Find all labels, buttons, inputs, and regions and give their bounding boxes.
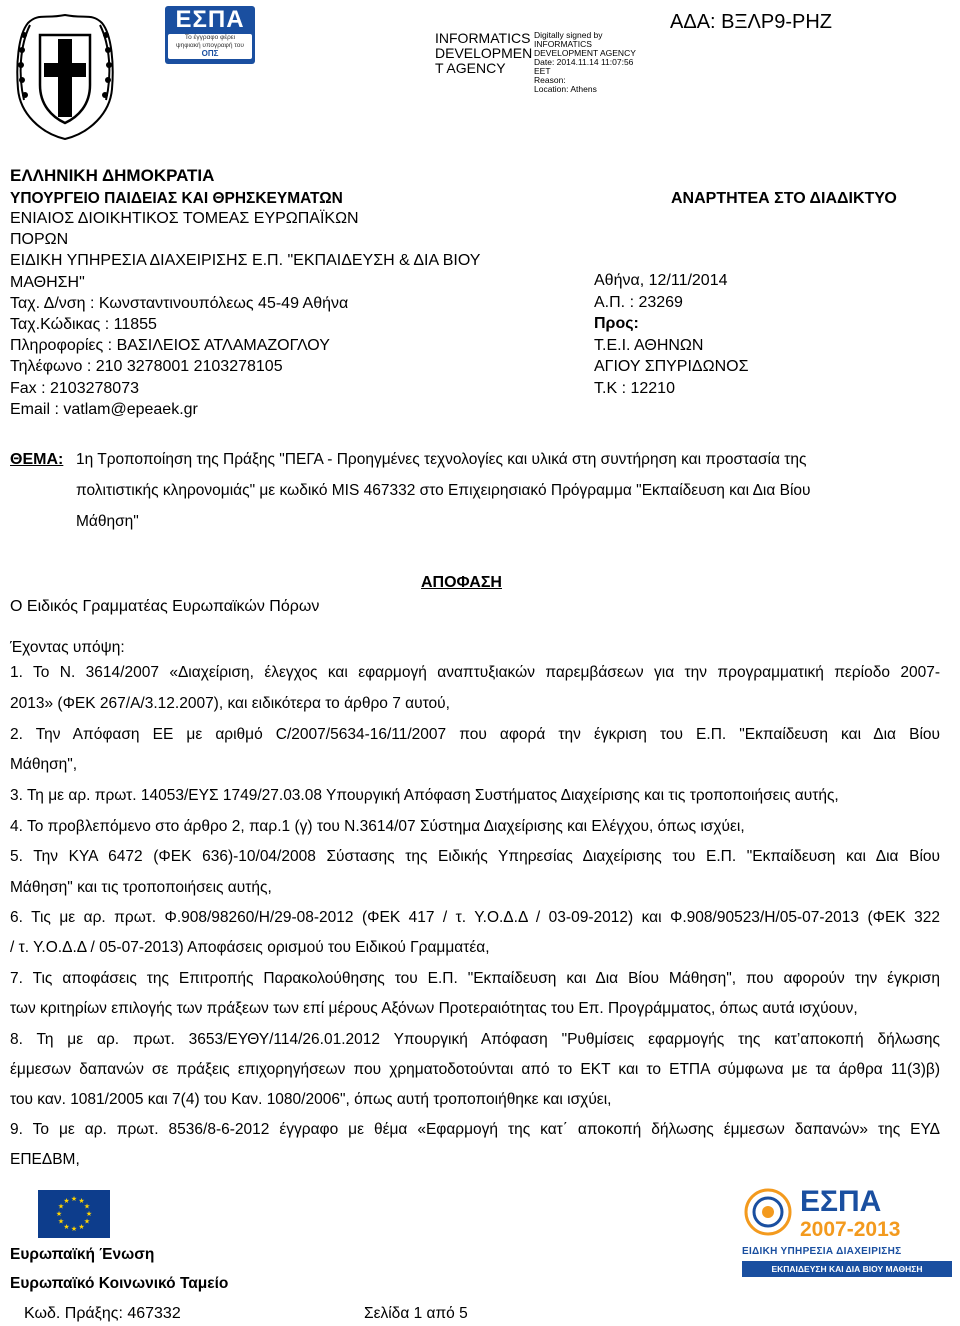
header-line: ΕΝΙΑΙΟΣ ΔΙΟΙΚΗΤΙΚΟΣ ΤΟΜΕΑΣ ΕΥΡΩΠΑΪΚΩΝ <box>10 210 359 227</box>
signature-detail: Location: Athens <box>534 84 597 94</box>
espa-bottom-bar: ΕΚΠΑΙΔΕΥΣΗ ΚΑΙ ΔΙΑ ΒΙΟΥ ΜΑΘΗΣΗ <box>742 1261 952 1277</box>
recipient-line: Τ.Κ : 12210 <box>594 379 675 397</box>
body-line: 6. Τις με αρ. πρωτ. Φ.908/98260/Η/29-08-2012 (ΦΕΚ 417 / τ. Υ.Ο.Δ.Δ / 03-09-2012) και Φ.908/90523/Η/05-07-2013 (ΦΕΚ 322 <box>10 909 940 926</box>
page-number: Σελίδα 1 από 5 <box>364 1305 468 1322</box>
espa-logo-bottom <box>742 1186 952 1286</box>
subject-line: 1η Τροποποίηση της Πράξης "ΠΕΓΑ - Προηγμένες τεχνολογίες και υλικά στη συντήρηση και προστασία της <box>76 451 807 468</box>
header-line: ΠΟΡΩΝ <box>10 231 69 249</box>
header-line: Τηλέφωνο : 210 3278001 2103278105 <box>10 358 283 376</box>
subject-line: πολιτιστικής κληρονομιάς" με κωδικό MIS 467332 στο Επιχειρησιακό Πρόγραμμα "Εκπαίδευση και Δια Βίου <box>76 482 811 499</box>
signature-org-line: DEVELOPMEN <box>435 45 533 61</box>
recipient-line: ΑΓΙΟΥ ΣΠΥΡΙΔΩΝΟΣ <box>594 358 749 375</box>
body-line: του καν. 1081/2005 και 7(4) του Καν. 1080/2006", όπως αυτή τροποποιήθηκε και ισχύει, <box>10 1091 612 1108</box>
svg-text:★: ★ <box>70 1195 78 1203</box>
body-line: 1. Το Ν. 3614/2007 «Διαχείριση, έλεγχος και εφαρμογή αναπτυξιακών παρεμβάσεων για την προγραμματική περίοδο 2007- <box>10 664 940 681</box>
svg-text:★: ★ <box>83 1217 91 1226</box>
svg-text:★: ★ <box>85 1210 93 1218</box>
eu-union-label: Ευρωπαϊκή Ένωση <box>10 1246 155 1263</box>
signature-detail: Digitally signed by <box>534 30 603 40</box>
svg-text:★: ★ <box>63 1223 70 1231</box>
espa-logo-subtitle-1: Το έγγραφο φέρει <box>184 34 236 41</box>
ministry-title: ΥΠΟΥΡΓΕΙΟ ΠΑΙΔΕΙΑΣ ΚΑΙ ΘΡΗΣΚΕΥΜΑΤΩΝ <box>10 190 343 207</box>
body-line: 2. Την Απόφαση ΕΕ με αριθμό C/2007/5634-16/11/2007 που αφορά την έγκριση του Ε.Π. "Εκπαίδευση και Δια Βίου <box>10 726 940 743</box>
digital-signature-org <box>435 31 532 76</box>
body-line: ΕΠΕΔΒΜ, <box>10 1151 80 1168</box>
header-line: Fax : 2103278073 <box>10 379 139 397</box>
recipient-line: Τ.Ε.Ι. ΑΘΗΝΩΝ <box>594 336 704 354</box>
posting-notice: ΑΝΑΡΤΗΤΕΑ ΣΤΟ ΔΙΑΔΙΚΤΥΟ <box>671 190 897 207</box>
body-line: / τ. Υ.Ο.Δ.Δ / 05-07-2013) Αποφάσεις ορισμού του Ειδικού Γραμματέα, <box>10 939 490 956</box>
body-line: έμμεσων δαπανών σε πράξεις επιχορηγήσεων που χρηματοδοτούνται από το ΕΚΤ και το ΕΤΠΑ σύμφωνα με τα άρθρα 11(3)β) <box>10 1061 940 1078</box>
signature-detail: DEVELOPMENT AGENCY <box>534 48 636 58</box>
body-line: 7. Τις αποφάσεις της Επιτροπής Παρακολούθησης του Ε.Π. "Εκπαίδευση και Δια Βίου Μάθηση", που αφορούν την έγκριση <box>10 970 940 987</box>
republic-title: ΕΛΛΗΝΙΚΗ ΔΗΜΟΚΡΑΤΙΑ <box>10 166 215 185</box>
project-code: Κωδ. Πράξης: 467332 <box>24 1305 181 1322</box>
espa-logo-title: ΕΣΠΑ <box>175 6 245 33</box>
coat-of-arms-logo <box>10 5 120 145</box>
svg-text:★: ★ <box>63 1197 70 1205</box>
issuing-authority-block <box>10 208 480 420</box>
signature-detail: Reason: <box>534 75 566 85</box>
header-line: Email : vatlam@epeaek.gr <box>10 400 198 418</box>
svg-text:★: ★ <box>55 1210 63 1218</box>
protocol-number: Α.Π. : 23269 <box>594 293 683 311</box>
signature-detail: Date: 2014.11.14 11:07:56 <box>534 57 634 67</box>
date-line: Αθήνα, 12/11/2014 <box>594 272 728 289</box>
svg-text:★: ★ <box>57 1202 65 1211</box>
secretary-line: Ο Ειδικός Γραμματέας Ευρωπαϊκών Πόρων <box>10 598 320 615</box>
svg-text:★: ★ <box>70 1225 78 1233</box>
signature-org-line: T AGENCY <box>435 60 506 76</box>
body-line: των κριτηρίων επιλογής των πράξεων των επί μέρους Αξόνων Προτεραιότητας του Επ. Προγράμματος, όπως αυτά ισχύουν, <box>10 1000 858 1017</box>
espa-bottom-tagline: ΕΙΔΙΚΗ ΥΠΗΡΕΣΙΑ ΔΙΑΧΕΙΡΙΣΗΣ <box>742 1246 902 1257</box>
body-line: 5. Την ΚΥΑ 6472 (ΦΕΚ 636)-10/04/2008 Σύστασης της Ειδικής Υπηρεσίας Διαχείρισης του Ε.Π. "Εκπαίδευση και Δια Βίου <box>10 848 940 865</box>
espa-logo-top <box>165 6 255 64</box>
recipient-block <box>594 270 748 399</box>
body-line: 9. Το με αρ. πρωτ. 8536/8-6-2012 έγγραφο με θέμα «Εφαρμογή της κατ΄ αποκοπή δήλωσης έμμεσων δαπανών» της ΕΥΔ <box>10 1121 940 1138</box>
subject-line: Μάθηση" <box>76 513 139 530</box>
espa-bottom-title: ΕΣΠΑ <box>800 1185 882 1218</box>
espa-logo-subtitle-3: ΟΠΣ <box>201 49 219 58</box>
to-label: Προς: <box>594 315 639 332</box>
body-line: 4. Το προβλεπόμενο στο άρθρο 2, παρ.1 (γ) του Ν.3614/07 Σύστημα Διαχείρισης και Ελέγχου, όπως ισχύει, <box>10 818 745 835</box>
esf-label: Ευρωπαϊκό Κοινωνικό Ταμείο <box>10 1275 229 1292</box>
signature-detail: EET <box>534 66 551 76</box>
subject-label: ΘΕΜΑ: <box>10 451 64 468</box>
header-line: Ταχ.Κώδικας : 11855 <box>10 316 157 334</box>
digital-signature-details <box>534 31 636 94</box>
considering-label: Έχοντας υπόψη: <box>10 639 125 656</box>
svg-text:★: ★ <box>83 1202 91 1211</box>
svg-text:★: ★ <box>78 1223 85 1231</box>
espa-bottom-years: 2007-2013 <box>800 1218 901 1241</box>
svg-text:★: ★ <box>78 1197 85 1205</box>
header-line: Πληροφορίες : ΒΑΣΙΛΕΙΟΣ ΑΤΛΑΜΑΖΟΓΛΟΥ <box>10 337 330 355</box>
svg-text:★: ★ <box>57 1217 65 1226</box>
header-line: ΜΑΘΗΣΗ" <box>10 273 85 291</box>
header-line: Ταχ. Δ/νση : Κωνσταντινουπόλεως 45-49 Αθήνα <box>10 294 349 312</box>
decision-title: ΑΠΟΦΑΣΗ <box>421 574 502 591</box>
body-line: 2013» (ΦΕΚ 267/Α/3.12.2007), και ειδικότερα το άρθρο 7 αυτού, <box>10 695 450 712</box>
eu-flag-logo <box>38 1190 110 1238</box>
body-line: Μάθηση" και τις τροποποιήσεις αυτής, <box>10 879 272 896</box>
signature-org-line: INFORMATICS <box>435 30 531 46</box>
body-line: Μάθηση", <box>10 756 78 773</box>
body-line: 3. Τη με αρ. πρωτ. 14053/ΕΥΣ 1749/27.03.08 Υπουργική Απόφαση Συστήματος Διαχείρισης και τις τροποποιήσεις αυτής, <box>10 787 839 804</box>
signature-detail: INFORMATICS <box>534 39 592 49</box>
ada-code: ΑΔΑ: ΒΞΛΡ9-ΡΗΖ <box>670 11 832 33</box>
body-line: 8. Τη με αρ. πρωτ. 3653/ΕΥΘΥ/114/26.01.2012 Υπουργική Απόφαση "Ρυθμίσεις εφαρμογής της κατ’αποκοπή δήλωσης <box>10 1031 940 1048</box>
header-line: ΕΙΔΙΚΗ ΥΠΗΡΕΣΙΑ ΔΙΑΧΕΙΡΙΣΗΣ Ε.Π. "ΕΚΠΑΙΔΕΥΣΗ & ΔΙΑ ΒΙΟΥ <box>10 252 481 270</box>
espa-logo-subtitle-2: ψηφιακή υπογραφή του <box>176 41 244 49</box>
